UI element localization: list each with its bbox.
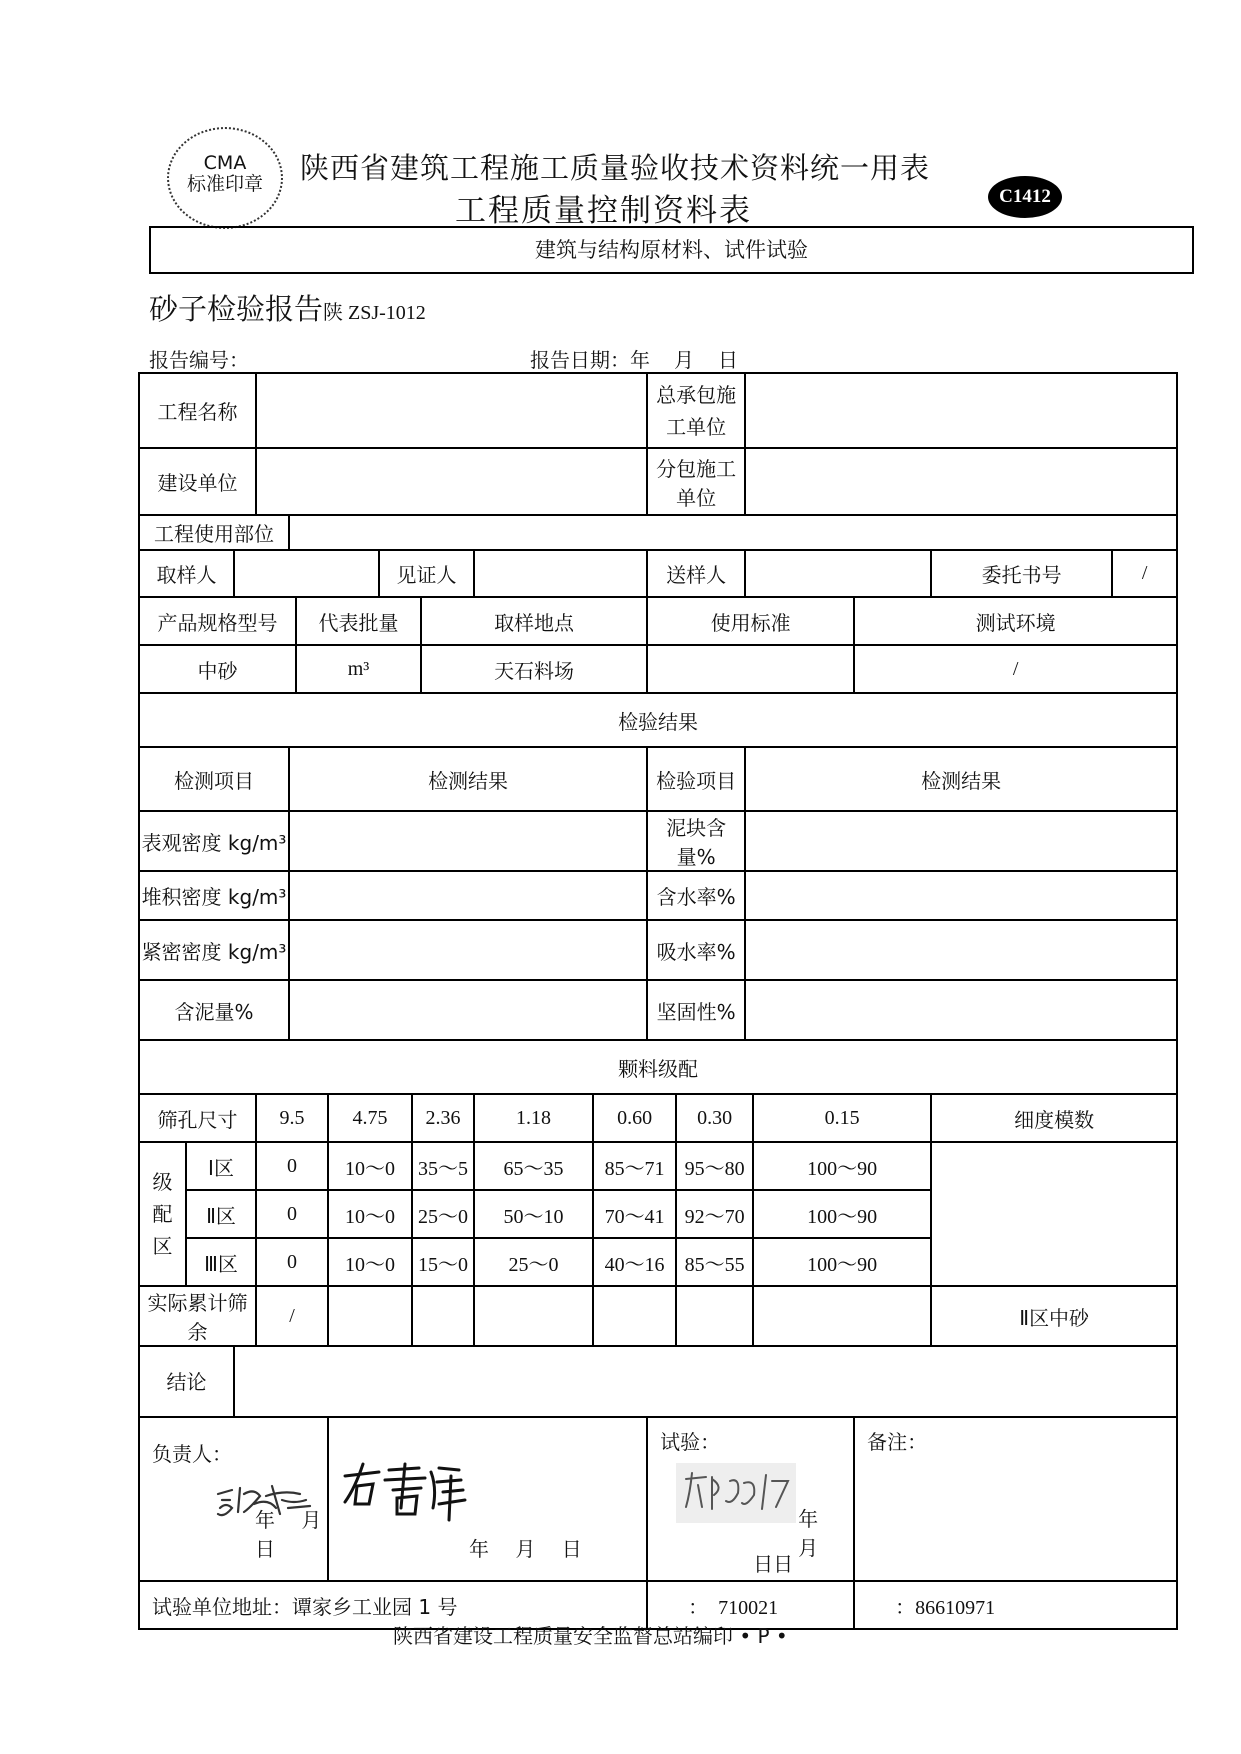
result-row-value [289,980,647,1040]
grading-cell: 40～16 [593,1238,676,1286]
grading-cell: 85～71 [593,1142,676,1190]
grading-cell: 0 [256,1142,328,1190]
grading-cell: 85～55 [676,1238,753,1286]
sieve-size: 2.36 [412,1094,474,1142]
zone-name: Ⅲ区 [186,1238,256,1286]
result-row-value [745,920,1177,980]
responsible-date: 年 月 日 [255,1508,348,1561]
sampler-label: 取样人 [139,550,234,597]
subcontractor-value [745,448,1177,515]
subcontractor-label: 分包施工单位 [647,448,745,515]
sender-value [745,550,931,597]
sender-label: 送样人 [647,550,745,597]
result-row-value [745,871,1177,920]
test-unit-address: 试验单位地址：谭家乡工业园 1 号 [139,1581,647,1629]
notes-cell [854,1417,1177,1581]
commission-no-value: / [1112,550,1177,597]
result-row-value [289,871,647,920]
batch-value: m³ [296,645,421,693]
grading-cell: 25～0 [474,1238,593,1286]
cma-stamp [167,127,283,229]
form-code-badge: C1412 [988,176,1062,218]
result-row-value [745,980,1177,1040]
report-name: 砂子检验报告 [149,292,324,326]
sand-zone-conclusion: Ⅱ区中砂 [931,1286,1177,1346]
test-day: 日日 [753,1552,794,1576]
grading-cell: 10～0 [328,1238,412,1286]
result-row-value [289,920,647,980]
fineness-label: 细度模数 [931,1094,1177,1142]
footer-publisher: 陕西省建设工程质量安全监督总站编印 • P • [393,1624,788,1648]
results-col-item2: 检验项目 [647,747,745,811]
grading-cell: 92～70 [676,1190,753,1238]
sieve-size: 0.15 [753,1094,931,1142]
product-header-3: 取样地点 [421,597,647,645]
sampling-place-value: 天石料场 [421,645,647,693]
grading-cell: 100～90 [753,1238,931,1286]
result-row-label: 表观密度 kg/m³ [139,811,289,871]
result-row-label: 吸水率% [647,920,745,980]
product-header-1: 产品规格型号 [139,597,296,645]
stamp-line2: 标准印章 [186,173,263,195]
product-header-2: 代表批量 [296,597,421,645]
sieve-size-label: 筛孔尺寸 [139,1094,256,1142]
product-header-5: 测试环境 [854,597,1177,645]
grading-cell: 95～80 [676,1142,753,1190]
report-date-label: 报告日期： [530,348,630,372]
phone: ：86610971 [854,1581,1177,1629]
tester-signature [676,1463,796,1523]
sieve-size: 0.30 [676,1094,753,1142]
grading-cell: 35～5 [412,1142,474,1190]
zone-name: Ⅰ区 [186,1142,256,1190]
grading-cell: 10～0 [328,1190,412,1238]
form-series-title: 陕西省建筑工程施工质量验收技术资料统一用表 [300,151,931,185]
test-cell [647,1417,854,1581]
product-header-4: 使用标准 [647,597,854,645]
standard-value [647,645,854,693]
project-name-label: 工程名称 [139,373,256,448]
result-row-label: 泥块含量% [647,811,745,871]
report-date [530,344,738,373]
category-box: 建筑与结构原材料、试件试验 [149,226,1194,274]
project-name-value [256,373,647,448]
result-row-label: 含水率% [647,871,745,920]
sieve-size: 1.18 [474,1094,593,1142]
report-no-label: 报告编号： [149,348,249,372]
handwritten-signature [339,1458,469,1528]
report-title [149,287,426,328]
client-value [256,448,647,515]
grading-cell: 100～90 [753,1190,931,1238]
conclusion-label: 结论 [139,1346,234,1417]
result-row-value [289,811,647,871]
grading-cell: 25～0 [412,1190,474,1238]
grading-cell: 65～35 [474,1142,593,1190]
result-row-value [745,811,1177,871]
client-label: 建设单位 [139,448,256,515]
environment-value: / [854,645,1177,693]
conclusion-value [234,1346,1177,1417]
general-contractor-label: 总承包施工单位 [647,373,745,448]
month-label: 月 [674,348,694,372]
grading-cell: 0 [256,1238,328,1286]
result-row-label: 堆积密度 kg/m³ [139,871,289,920]
grading-cell: 15～0 [412,1238,474,1286]
grading-section-title: 颗料级配 [139,1040,1177,1094]
sieve-size: 0.60 [593,1094,676,1142]
usage-location-label: 工程使用部位 [139,515,289,550]
actual-residue-label: 实际累计筛余 [139,1286,256,1346]
actual-residue-cell [593,1286,676,1346]
results-col-result1: 检测结果 [289,747,647,811]
test-label: 试验： [660,1430,721,1454]
results-section-title: 检验结果 [139,693,1177,747]
sampler-value [234,550,379,597]
grading-cell: 10～0 [328,1142,412,1190]
day-label: 日 [718,348,738,372]
signature-cell [328,1417,647,1581]
report-table [138,372,1178,1630]
witness-value [474,550,647,597]
usage-location-value [289,515,1177,550]
signature-date: 年 月 日 [469,1537,582,1561]
grading-cell: 70～41 [593,1190,676,1238]
actual-residue-cell [474,1286,593,1346]
grading-cell: 50～10 [474,1190,593,1238]
notes-label: 备注： [867,1430,928,1454]
postcode: ： 710021 [647,1581,854,1629]
product-spec-value: 中砂 [139,645,296,693]
sieve-size: 4.75 [328,1094,412,1142]
result-row-label: 含泥量% [139,980,289,1040]
responsible-cell [139,1417,348,1581]
responsible-label: 负责人： [152,1442,232,1466]
actual-residue-cell [676,1286,753,1346]
form-number: 陕 ZSJ-1012 [323,302,426,324]
actual-residue-cell: / [256,1286,328,1346]
form-title: 工程质量控制资料表 [455,193,752,229]
year-label: 年 [630,348,650,372]
test-date: 年 月 [798,1507,845,1560]
commission-no-label: 委托书号 [931,550,1112,597]
grading-cell: 0 [256,1190,328,1238]
fineness-value [931,1142,1177,1286]
actual-residue-cell [328,1286,412,1346]
results-col-result2: 检测结果 [745,747,1177,811]
sieve-size: 9.5 [256,1094,328,1142]
result-row-label: 坚固性% [647,980,745,1040]
stamp-line1: CMA [203,152,247,174]
zone-name: Ⅱ区 [186,1190,256,1238]
general-contractor-value [745,373,1177,448]
actual-residue-cell [753,1286,931,1346]
results-col-item1: 检测项目 [139,747,289,811]
witness-label: 见证人 [379,550,474,597]
grading-cell: 100～90 [753,1142,931,1190]
result-row-label: 紧密密度 kg/m³ [139,920,289,980]
zone-label: 级配区 [139,1142,186,1286]
actual-residue-cell [412,1286,474,1346]
